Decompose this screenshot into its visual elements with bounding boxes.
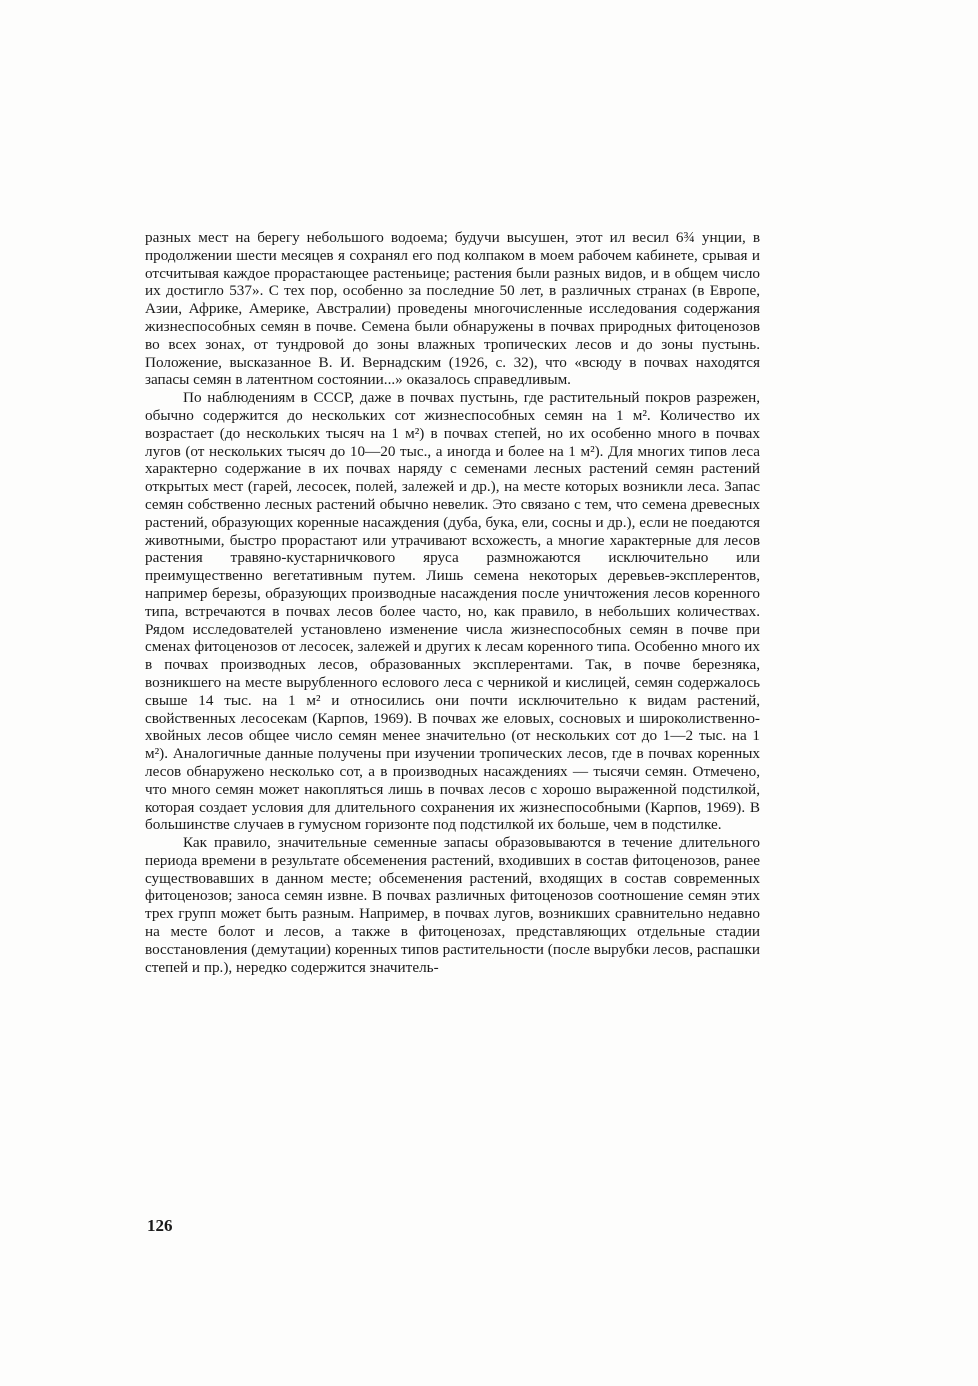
page-number: 126 bbox=[147, 1216, 173, 1235]
paragraph-1: разных мест на берегу небольшого водоема; будучи высушен, этот ил весил 6¾ унции, в продолжении шести месяцев я сохранял его под колпаком в моем рабочем кабинете, срывая и отсчитывая каждое прорастающее растеньице; растения были разных видов, и в общем число их достигло 537». С тех пор, особенно за последние 50 лет, в различных странах (в Европе, Азии, Африке, Америке, Австралии) проведены многочисленные исследования содержания жизнеспособных семян в почве. Семена были обнаружены в почвах природных фитоценозов во всех зонах, от тундровой до зоны влажных тропических лесов и до зоны пустынь. Положение, высказанное В. И. Вернадским (1926, с. 32), что «всюду в почвах находятся запасы семян в латентном состоянии...» оказалось справедливым. bbox=[145, 229, 760, 389]
paragraph-3: Как правило, значительные семенные запасы образовываются в течение длительного периода времени в результате обсеменения растений, входивших в состав фитоценозов, ранее существовавших в данном месте; обсеменения растений, входящих в состав современных фитоценозов; заноса семян извне. В почвах различных фитоценозов соотношение семян этих трех групп может быть разным. Например, в почвах лугов, возникших сравнительно недавно на месте болот и лесов, а также в фитоценозах, представляющих отдельные стадии восстановления (демутации) коренных типов растительности (после вырубки лесов, распашки степей и пр.), нередко содержится значитель- bbox=[145, 834, 760, 976]
paragraph-2: По наблюдениям в СССР, даже в почвах пустынь, где растительный покров разрежен, обычно содержится до нескольких сот жизнеспособных семян на 1 м². Количество их возрастает (до нескольких тысяч на 1 м²) в почвах степей, но их особенно много в почвах лугов (от нескольких тысяч до 10—20 тыс., а иногда и более на 1 м²). Для многих типов леса характерно содержание в их почвах наряду с семенами лесных растений семян растений открытых мест (гарей, лесосек, полей, залежей и др.), на месте которых возникли леса. Запас семян собственно лесных растений обычно невелик. Это связано с тем, что семена древесных растений, образующих коренные насаждения (дуба, бука, ели, сосны и др.), если не поедаются животными, быстро прорастают или утрачивают всхожесть, а многие характерные для лесов растения травяно-кустарничкового яруса размножаются исключительно или преимущественно вегетативным путем. Лишь семена некоторых деревьев-эксплерентов, например березы, образующих производные насаждения после уничтожения лесов коренного типа, встречаются в почвах лесов более часто, но, как правило, в небольших количествах. Рядом исследователей установлено изменение числа жизнеспособных семян в почве при сменах фитоценозов от лесосек, залежей и других к лесам коренного типа. Особенно много их в почвах производных лесов, образованных эксплерентами. Так, в почве березняка, возникшего на месте вырубленного еслового леса с черникой и кислицей, семян содержалось свыше 14 тыс. на 1 м² и относились они почти исключительно к видам растений, свойственных лесосекам (Карпов, 1969). В почвах же еловых, сосновых и широколиственно-хвойных лесов общее число семян менее значительно (от нескольких сот до 1—2 тыс. на 1 м²). Аналогичные данные получены при изучении тропических лесов, где в почвах коренных лесов обнаружено несколько сот, а в производных насаждениях — тысячи семян. Отмечено, что много семян может накопляться лишь в почвах лесов с хорошо выраженной подстилкой, которая создает условия для длительного сохранения их жизнеспособными (Карпов, 1969). В большинстве случаев в гумусном горизонте под подстилкой их больше, чем в подстилке. bbox=[145, 389, 760, 834]
body-text bbox=[145, 229, 760, 976]
